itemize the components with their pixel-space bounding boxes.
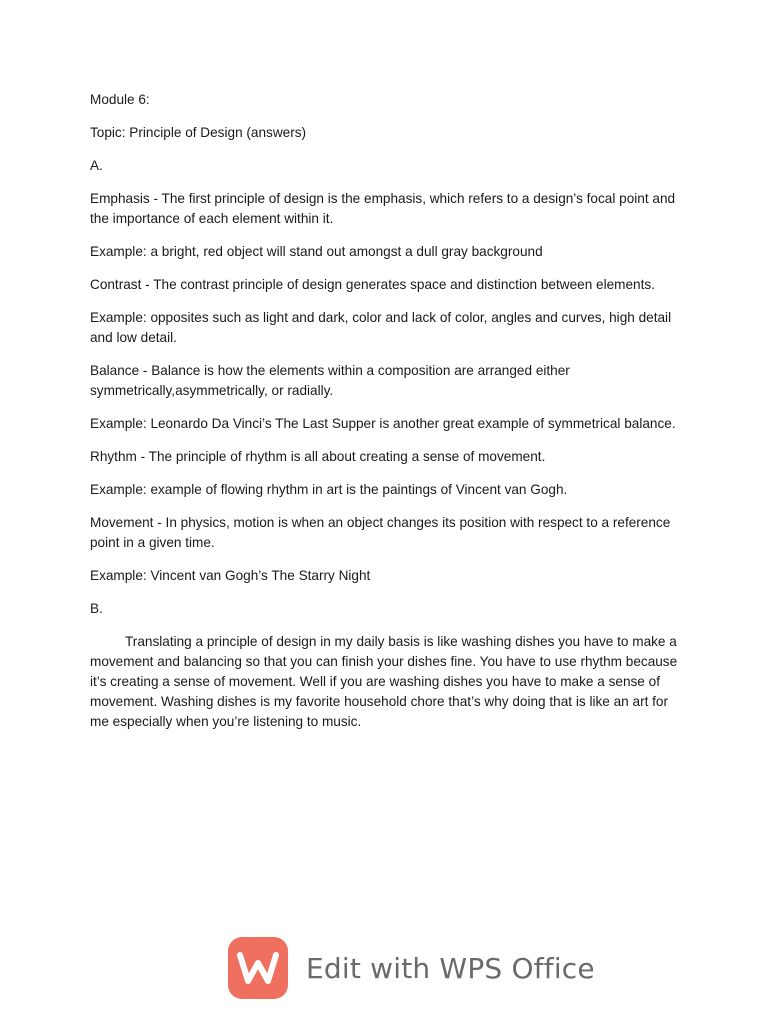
document-body bbox=[90, 90, 680, 745]
wps-edit-banner[interactable] bbox=[228, 936, 595, 1000]
paragraph-movement: Movement - In physics, motion is when an object changes its position with respect to a reference point in a given time. bbox=[90, 515, 671, 550]
paragraph-emphasis-example: Example: a bright, red object will stand out amongst a dull gray background bbox=[90, 244, 543, 259]
topic-heading: Topic: Principle of Design (answers) bbox=[90, 125, 307, 140]
section-a-label: A. bbox=[90, 158, 103, 173]
wps-logo-icon bbox=[228, 937, 288, 999]
paragraph-emphasis: Emphasis - The first principle of design is the emphasis, which refers to a design’s focal point and the importance of each element within it. bbox=[90, 191, 676, 226]
essay-paragraph: Translating a principle of design in my daily basis is like washing dishes you have to make a movement and balancing so that you can finish your dishes fine. You have to use rhythm because it’s creating a sense of movement. Well if you are washing dishes you have to make a sense of movement. Washing dishes is my favorite household chore that’s why doing that is like an art for me especially when you’re listening to music. bbox=[90, 634, 678, 729]
paragraph-rhythm-example: Example: example of flowing rhythm in art is the paintings of Vincent van Gogh. bbox=[90, 482, 568, 497]
section-b-label: B. bbox=[90, 601, 103, 616]
paragraph-movement-example: Example: Vincent van Gogh’s The Starry Night bbox=[90, 568, 371, 583]
paragraph-contrast-example: Example: opposites such as light and dark, color and lack of color, angles and curves, high detail and low detail. bbox=[90, 310, 672, 345]
module-heading: Module 6: bbox=[90, 92, 150, 107]
paragraph-contrast: Contrast - The contrast principle of design generates space and distinction between elements. bbox=[90, 277, 655, 292]
edit-with-wps-link[interactable]: Edit with WPS Office bbox=[306, 951, 595, 985]
paragraph-rhythm: Rhythm - The principle of rhythm is all about creating a sense of movement. bbox=[90, 449, 546, 464]
paragraph-balance: Balance - Balance is how the elements within a composition are arranged either symmetrically,asymmetrically, or radially. bbox=[90, 363, 570, 398]
paragraph-balance-example: Example: Leonardo Da Vinci’s The Last Supper is another great example of symmetrical balance. bbox=[90, 416, 676, 431]
